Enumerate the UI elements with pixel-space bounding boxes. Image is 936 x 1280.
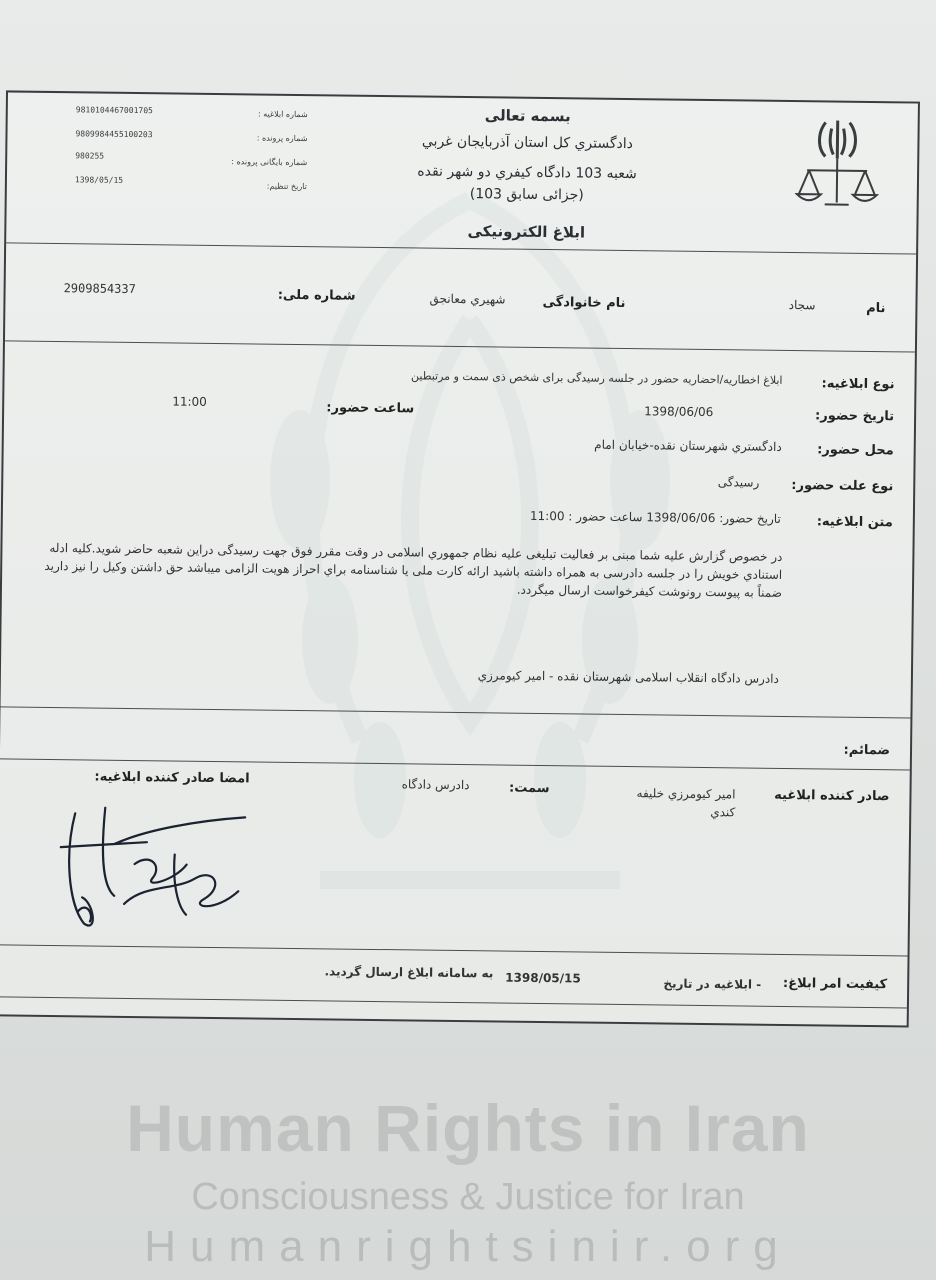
first-name-value: سجاد [788,297,816,313]
iran-emblem-icon [795,114,880,215]
issuer-name: امیر كیومرزي خلیفه كندي [636,786,736,820]
last-name-label: نام خانوادگی [542,294,626,311]
branch-title: شعبه 103 دادگاه كيفري دو شهر نقده [417,163,637,183]
attendance-time-label: ساعت حضور: [326,400,415,417]
notice-type-value: ابلاغ اخطاریه/احضاریه حضور در جلسه رسیدگی برای شخص ذی سمت و مرتبطین [410,369,783,387]
attachments-label: ضمائم: [843,742,891,759]
signer-line: دادرس دادگاه انقلاب اسلامی شهرستان نقده - امیر كیومرزي [477,668,779,686]
basmala: بسمه تعالی [484,106,571,126]
divider [5,340,915,352]
delivery-quality-suffix: به سامانه ابلاغ ارسال گردید. [324,964,494,981]
notice-text-label: متن ابلاغیه: [816,514,893,531]
position-label: سمت: [508,780,550,797]
notice-text-body: در خصوص گزارش علیه شما مبنی بر فعالیت تبلیغی علیه نظام جمهوري اسلامی در وقت مقرر فوق جهت رسیدگی دراین شعبه حاضر شوید.كلیه ادله استنادي خویش را در جلسه دادرسی به همراه داشته باشید ارائه كارت ملی یا شناسنامه براي احراز هویت الزامی میباشد حق داشتن وكیل را نیز دارید ضمناً به پیوست رونوشت كیفرخواست ارسال میگردد. [44,540,783,600]
meta-label: شماره بایگانی پرونده : [231,157,308,168]
signature-label: امضا صادر كننده ابلاغیه: [94,769,250,787]
notice-document [0,90,920,1027]
divider [0,996,907,1008]
meta-value: 980255 [75,151,105,161]
meta-value: 9810104467001705 [75,105,153,116]
divider [0,944,908,956]
watermark-subtitle: Consciousness & Justice for Iran [191,1176,745,1218]
attendance-date-value: 1398/06/06 [644,404,714,420]
document-type: ابلاغ الكترونيكی [467,222,586,242]
handwritten-signature [54,793,266,942]
attendance-place-value: دادگستري شهرستان نقده-خیابان امام [594,437,782,454]
position-value: دادرس دادگاه [401,777,470,793]
divider [0,758,910,770]
issuer-label: صادر كننده ابلاغیه [774,787,890,805]
delivery-quality-date: 1398/05/15 [505,970,581,986]
watermark-url: Humanrightsinir.org [144,1222,792,1271]
national-id-label: شماره ملی: [277,287,356,304]
notice-text-first-line: تاريخ حضور: 1398/06/06 ساعت حضور : 11:00 [529,508,781,526]
attendance-place-label: محل حضور: [817,442,894,459]
meta-value: 1398/05/15 [74,175,124,185]
delivery-quality-label: كیفیت امر ابلاغ: [782,975,888,993]
delivery-quality-prefix: - ابلاغیه در تاریخ [663,976,762,992]
meta-value: 9809984455100203 [75,129,153,140]
attendance-time-value: 11:00 [172,394,207,409]
watermark-title: Human Rights in Iran [126,1091,810,1165]
branch-subtitle: (103 جزائی سابق) [469,186,584,204]
notice-type-label: نوع ابلاغیه: [821,376,895,393]
national-id-value: 2909854337 [63,281,136,297]
divider [0,706,910,718]
attendance-reason-label: نوع علت حضور: [791,478,894,495]
divider [6,242,916,254]
first-name-label: نام [866,300,886,317]
organization-title: دادگستري كل استان آذربايجان غربي [421,133,634,153]
attendance-reason-value: رسیدگی [717,475,760,490]
attendance-date-label: تاريخ حضور: [814,408,895,425]
last-name-value: شهیري معانجق [429,291,506,307]
meta-label: شماره پرونده : [256,133,308,144]
meta-label: شماره ابلاغیه : [257,109,308,120]
meta-label: تاریخ تنظیم: [266,181,307,192]
